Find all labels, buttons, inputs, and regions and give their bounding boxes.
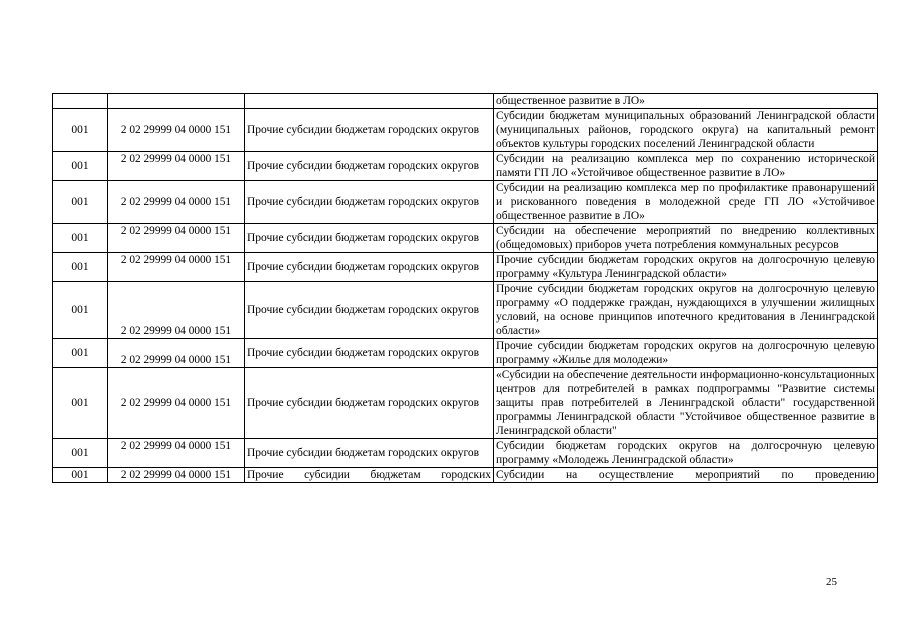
- budget-code-cell: 2 02 29999 04 0000 151: [108, 109, 245, 152]
- budget-code-cell: [108, 94, 245, 109]
- budget-classification-table: [52, 93, 878, 483]
- admin-code-cell: 001: [53, 282, 108, 339]
- table-row: [53, 282, 878, 339]
- budget-code-cell: 2 02 29999 04 0000 151: [108, 224, 245, 253]
- description-cell: Субсидии бюджетам городских округов на долгосрочную целевую программу «Молодежь Ленинградской области»: [494, 439, 878, 468]
- admin-code-cell: 001: [53, 368, 108, 439]
- description-cell: Прочие субсидии бюджетам городских округов на долгосрочную целевую программу «О поддержке граждан, нуждающихся в улучшении жилищных условий, на основе принципов ипотечного кредитования в Ленинградской области»: [494, 282, 878, 339]
- admin-code-cell: [53, 94, 108, 109]
- budget-code-cell: 2 02 29999 04 0000 151: [108, 253, 245, 282]
- admin-code-cell: 001: [53, 109, 108, 152]
- budget-code-cell: 2 02 29999 04 0000 151: [108, 368, 245, 439]
- admin-code-cell: 001: [53, 181, 108, 224]
- table-row: [53, 339, 878, 368]
- income-type-cell: Прочие субсидии бюджетам городских округов: [245, 282, 494, 339]
- admin-code-cell: 001: [53, 339, 108, 368]
- budget-code-cell: 2 02 29999 04 0000 151: [108, 439, 245, 468]
- table-row: [53, 152, 878, 181]
- page-number: 25: [826, 576, 837, 588]
- income-type-cell: Прочие субсидии бюджетам городских округов: [245, 181, 494, 224]
- budget-code-cell: 2 02 29999 04 0000 151: [108, 181, 245, 224]
- budget-code-cell: 2 02 29999 04 0000 151: [108, 468, 245, 483]
- description-cell: Субсидии на обеспечение мероприятий по внедрению коллективных (общедомовых) приборов учета потребления коммунальных ресурсов: [494, 224, 878, 253]
- table-row: [53, 94, 878, 109]
- description-cell: Субсидии на реализацию комплекса мер по сохранению исторической памяти ГП ЛО «Устойчивое общественное развитие в ЛО»: [494, 152, 878, 181]
- income-type-cell: Прочие субсидии бюджетам городских округов: [245, 152, 494, 181]
- income-type-cell: Прочие субсидии бюджетам городских округов: [245, 439, 494, 468]
- budget-code-cell: 2 02 29999 04 0000 151: [108, 339, 245, 368]
- income-type-cell: Прочие субсидии бюджетам городских округов: [245, 368, 494, 439]
- table-row: [53, 181, 878, 224]
- admin-code-cell: 001: [53, 224, 108, 253]
- description-cell: Субсидии на осуществление мероприятий по проведению: [494, 468, 878, 483]
- admin-code-cell: 001: [53, 439, 108, 468]
- description-cell: Субсидии на реализацию комплекса мер по профилактике правонарушений и рискованного поведения в молодежной среде ГП ЛО «Устойчивое общественное развитие в ЛО»: [494, 181, 878, 224]
- description-cell: Прочие субсидии бюджетам городских округов на долгосрочную целевую программу «Культура Ленинградской области»: [494, 253, 878, 282]
- budget-code-cell: 2 02 29999 04 0000 151: [108, 152, 245, 181]
- income-type-cell: Прочие субсидии бюджетам городских округов: [245, 109, 494, 152]
- admin-code-cell: 001: [53, 468, 108, 483]
- income-type-cell: Прочие субсидии бюджетам городских округов: [245, 253, 494, 282]
- table-row: [53, 224, 878, 253]
- description-cell: общественное развитие в ЛО»: [494, 94, 878, 109]
- description-cell: Субсидии бюджетам муниципальных образований Ленинградской области (муниципальных районов, городского округа) на капитальный ремонт объектов культуры городских поселений Ленинградской области: [494, 109, 878, 152]
- income-type-cell: Прочие субсидии бюджетам городских: [245, 468, 494, 483]
- income-type-cell: Прочие субсидии бюджетам городских округов: [245, 339, 494, 368]
- admin-code-cell: 001: [53, 253, 108, 282]
- table-row: [53, 439, 878, 468]
- description-cell: Прочие субсидии бюджетам городских округов на долгосрочную целевую программу «Жилье для молодежи»: [494, 339, 878, 368]
- income-type-cell: [245, 94, 494, 109]
- budget-code-cell: 2 02 29999 04 0000 151: [108, 282, 245, 339]
- table-row: [53, 253, 878, 282]
- income-type-cell: Прочие субсидии бюджетам городских округов: [245, 224, 494, 253]
- table-row: [53, 368, 878, 439]
- table-row: [53, 109, 878, 152]
- table-row: [53, 468, 878, 483]
- description-cell: «Субсидии на обеспечение деятельности информационно-консультационных центров для потребителей в рамках подпрограммы "Развитие системы защиты прав потребителей в Ленинградской области" государственной программы Ленинградской области "Устойчивое общественное развитие в Ленинградской области": [494, 368, 878, 439]
- admin-code-cell: 001: [53, 152, 108, 181]
